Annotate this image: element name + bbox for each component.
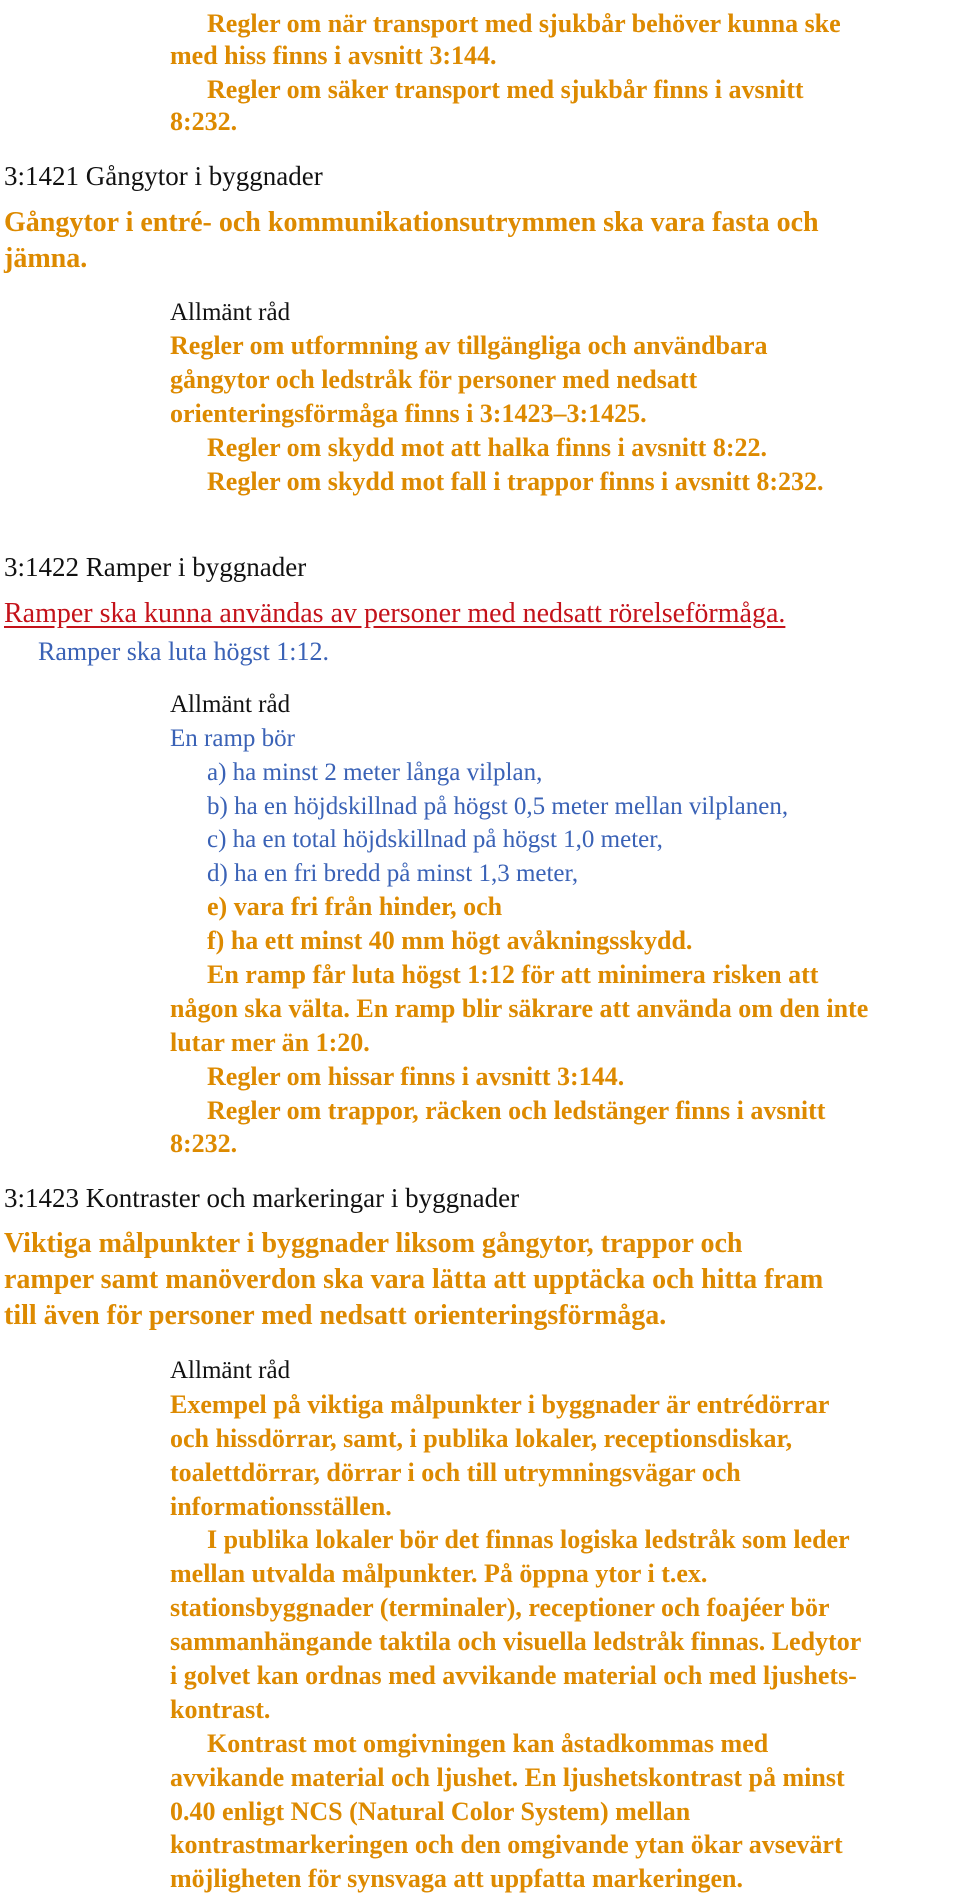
advice-text: sammanhängande taktila och visuella ledstråk finnas. Ledytor xyxy=(170,1627,862,1656)
list-item: e) vara fri från hinder, och xyxy=(207,892,503,921)
ref-line: Regler om säker transport med sjukbår finns i avsnitt xyxy=(207,75,804,104)
list-item: c) ha en total höjdskillnad på högst 1,0 meter, xyxy=(207,826,663,853)
advice-text: Kontrast mot omgivningen kan åstadkommas med xyxy=(207,1729,769,1758)
advice-text: gångytor och ledstråk för personer med nedsatt xyxy=(170,365,698,394)
advice-text: stationsbyggnader (terminaler), receptioner och foajéer bör xyxy=(170,1593,830,1622)
advice-text: Regler om hissar finns i avsnitt 3:144. xyxy=(207,1062,625,1091)
section-heading-3-1422: 3:1422 Ramper i byggnader xyxy=(4,552,307,582)
advice-text: En ramp får luta högst 1:12 för att minimera risken att xyxy=(207,960,819,989)
list-item: d) ha en fri bredd på minst 1,3 meter, xyxy=(207,860,579,887)
advice-text: orienteringsförmåga finns i 3:1423–3:1425. xyxy=(170,399,647,428)
advice-text: informationsställen. xyxy=(170,1492,392,1521)
advice-text: I publika lokaler bör det finnas logiska ledstråk som leder xyxy=(207,1525,850,1554)
advice-text: Exempel på viktiga målpunkter i byggnader är entrédörrar xyxy=(170,1390,830,1419)
rule-text: ramper samt manöverdon ska vara lätta att upptäcka och hitta fram xyxy=(4,1264,824,1295)
rule-text: Ramper ska kunna användas av personer med nedsatt rörelseförmåga. xyxy=(4,598,786,629)
rule-text: jämna. xyxy=(4,243,88,274)
ref-line: med hiss finns i avsnitt 3:144. xyxy=(170,41,497,70)
advice-label: Allmänt råd xyxy=(170,691,291,718)
rule-text: till även för personer med nedsatt orienteringsförmåga. xyxy=(4,1300,667,1331)
advice-text: någon ska välta. En ramp blir säkrare att använda om den inte xyxy=(170,994,869,1023)
advice-text: 0.40 enligt NCS (Natural Color System) mellan xyxy=(170,1797,691,1826)
advice-text: toalettdörrar, dörrar i och till utrymningsvägar och xyxy=(170,1458,741,1487)
list-item: f) ha ett minst 40 mm högt avåkningsskydd. xyxy=(207,926,693,955)
rule-subtext: Ramper ska luta högst 1:12. xyxy=(38,637,330,666)
advice-text: avvikande material och ljushet. En ljushetskontrast på minst xyxy=(170,1763,845,1792)
advice-text: i golvet kan ordnas med avvikande material och med ljushets- xyxy=(170,1661,857,1690)
advice-label: Allmänt råd xyxy=(170,299,291,326)
advice-text: mellan utvalda målpunkter. På öppna ytor i t.ex. xyxy=(170,1559,708,1588)
advice-text: 8:232. xyxy=(170,1129,238,1158)
ref-line: Regler om när transport med sjukbår behöver kunna ske xyxy=(207,9,841,38)
advice-text: lutar mer än 1:20. xyxy=(170,1028,370,1057)
section-heading-3-1423: 3:1423 Kontraster och markeringar i byggnader xyxy=(4,1183,520,1213)
advice-text: möjligheten för synsvaga att uppfatta markeringen. xyxy=(170,1864,743,1893)
ref-line: 8:232. xyxy=(170,107,238,136)
rule-text: Viktiga målpunkter i byggnader liksom gångytor, trappor och xyxy=(4,1228,743,1259)
advice-intro: En ramp bör xyxy=(170,725,295,752)
advice-text: Regler om utformning av tillgängliga och användbara xyxy=(170,331,768,360)
list-item: b) ha en höjdskillnad på högst 0,5 meter mellan vilplanen, xyxy=(207,793,789,820)
advice-text: kontrastmarkeringen och den omgivande ytan ökar avsevärt xyxy=(170,1830,843,1859)
rule-text: Gångytor i entré- och kommunikationsutrymmen ska vara fasta och xyxy=(4,207,819,238)
advice-text: och hissdörrar, samt, i publika lokaler, receptionsdiskar, xyxy=(170,1424,793,1453)
advice-text: Regler om trappor, räcken och ledstänger finns i avsnitt xyxy=(207,1096,826,1125)
list-item: a) ha minst 2 meter långa vilplan, xyxy=(207,759,543,786)
advice-text: kontrast. xyxy=(170,1695,271,1724)
advice-text: Regler om skydd mot att halka finns i avsnitt 8:22. xyxy=(207,433,768,462)
section-heading-3-1421: 3:1421 Gångytor i byggnader xyxy=(4,161,323,191)
advice-text: Regler om skydd mot fall i trappor finns i avsnitt 8:232. xyxy=(207,467,824,496)
advice-label: Allmänt råd xyxy=(170,1357,291,1384)
